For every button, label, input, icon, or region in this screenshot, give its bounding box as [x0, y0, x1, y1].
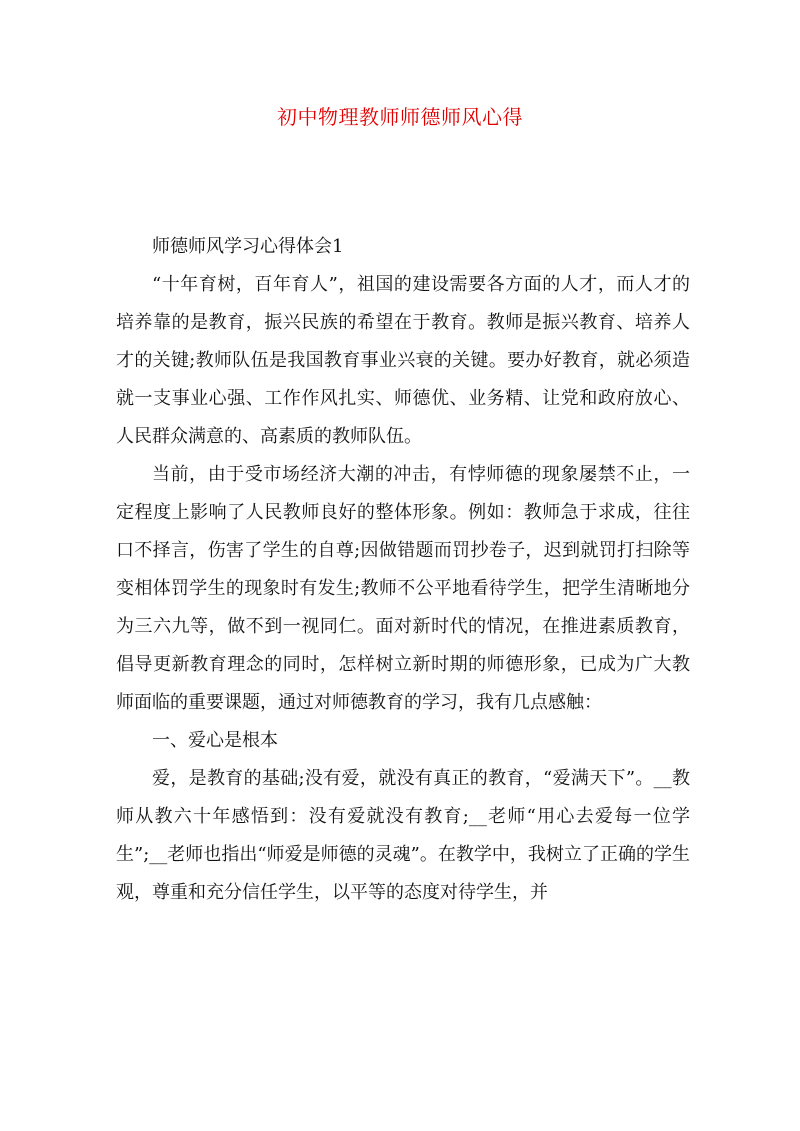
section-heading: 一、爱心是根本 — [152, 730, 278, 751]
body-paragraph: “十年育树，百年育人”，祖国的建设需要各方面的人才，而人才的培养靠的是教育，振兴民族的希望在于教育。教师是振兴教育、培养人才的关键;教师队伍是我国教育事业兴衰的关键。要办好教育，就必须造就一支事业心强、工作作风扎实、师德优、业务精、让党和政府放心、人民群众满意的、高素质的教师队伍。 — [116, 274, 690, 447]
body-paragraph: 爱，是教育的基础;没有爱，就没有真正的教育，“爱满天下”。__教师从教六十年感悟到：没有爱就没有教育;__老师“用心去爱每一位学生”;__老师也指出“师爱是师德的灵魂”。在教学中，我树立了正确的学生观，尊重和充分信任学生，以平等的态度对待学生，并 — [116, 768, 690, 903]
section-heading: 师德师风学习心得体会1 — [152, 236, 344, 257]
document-title: 初中物理教师师德师风心得 — [277, 105, 523, 129]
document-body — [116, 228, 690, 912]
body-paragraph: 当前，由于受市场经济大潮的冲击，有悖师德的现象屡禁不止，一定程度上影响了人民教师良好的整体形象。例如：教师急于求成，往往口不择言，伤害了学生的自尊;因做错题而罚抄卷子，迟到就罚打扫除等变相体罚学生的现象时有发生;教师不公平地看待学生，把学生清晰地分为三六九等，做不到一视同仁。面对新时代的情况，在推进素质教育，倡导更新教育理念的同时，怎样树立新时期的师德形象，已成为广大教师面临的重要课题，通过对师德教育的学习，我有几点感触： — [116, 464, 690, 713]
